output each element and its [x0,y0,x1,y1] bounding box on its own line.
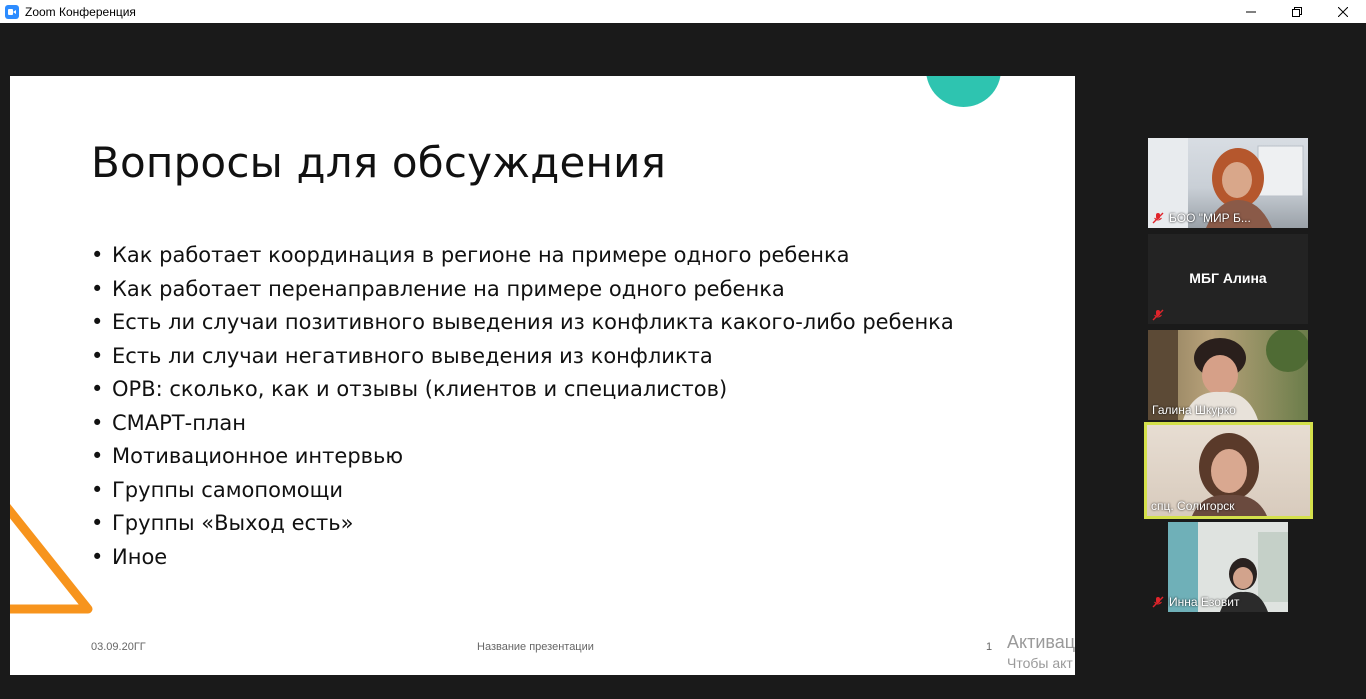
list-item: • Иное [91,544,954,578]
orange-triangle-decoration [10,456,100,616]
participant-display-name: МБГ Алина [1189,270,1267,286]
restore-icon [1292,7,1302,17]
mic-muted-icon [1152,596,1164,608]
activation-line-1: Активац [1007,632,1075,652]
participant-tile[interactable] [1148,138,1308,228]
slide-page-number: 1 [986,641,993,653]
participant-name-label [1152,211,1251,225]
list-item: • Как работает координация в регионе на примере одного ребенка [91,242,954,276]
bullet-list [91,242,954,577]
participant-tile[interactable] [1148,234,1308,324]
close-button[interactable] [1320,0,1366,23]
list-item: • Группы самопомощи [91,477,954,511]
participant-name-label [1152,403,1236,417]
zoom-camera-icon [5,5,19,19]
list-item: • СМАРТ-план [91,410,954,444]
list-item: • Группы «Выход есть» [91,510,954,544]
slide-footer-presentation-name: Название презентации [477,641,594,653]
slide-footer-date: 03.09.20ГГ [91,641,146,653]
participant-name-label [1152,309,1169,321]
mic-muted-icon [1152,212,1164,224]
title-bar [0,0,1366,23]
minimize-icon [1246,7,1256,17]
slide-title: Вопросы для обсуждения [91,138,667,187]
participant-name-label [1152,595,1240,609]
mic-muted-icon [1152,309,1164,321]
participant-name: Инна Езовит [1169,595,1240,609]
participant-name-label [1151,499,1235,513]
list-item: • ОРВ: сколько, как и отзывы (клиентов и специалистов) [91,376,954,410]
list-item: • Как работает перенаправление на примере одного ребенка [91,276,954,310]
participant-tile[interactable] [1147,425,1310,516]
participant-name: Галина Шкурко [1152,403,1236,417]
window-controls [1228,0,1366,23]
window-title: Zoom Конференция [25,4,136,19]
minimize-button[interactable] [1228,0,1274,23]
close-icon [1338,7,1348,17]
windows-activation-watermark [1007,631,1075,673]
teal-circle-decoration [926,76,1001,107]
list-item: • Есть ли случаи негативного выведения из конфликта [91,343,954,377]
restore-button[interactable] [1274,0,1320,23]
list-item: • Мотивационное интервью [91,443,954,477]
participant-name: БОО "МИР Б... [1169,211,1251,225]
list-item: • Есть ли случаи позитивного выведения из конфликта какого-либо ребенка [91,309,954,343]
participant-tile[interactable] [1148,522,1308,612]
shared-screen-slide [10,76,1075,675]
participant-tile[interactable] [1148,330,1308,420]
activation-line-2: Чтобы акт [1007,655,1073,671]
participant-name: спц. Солигорск [1151,499,1235,513]
